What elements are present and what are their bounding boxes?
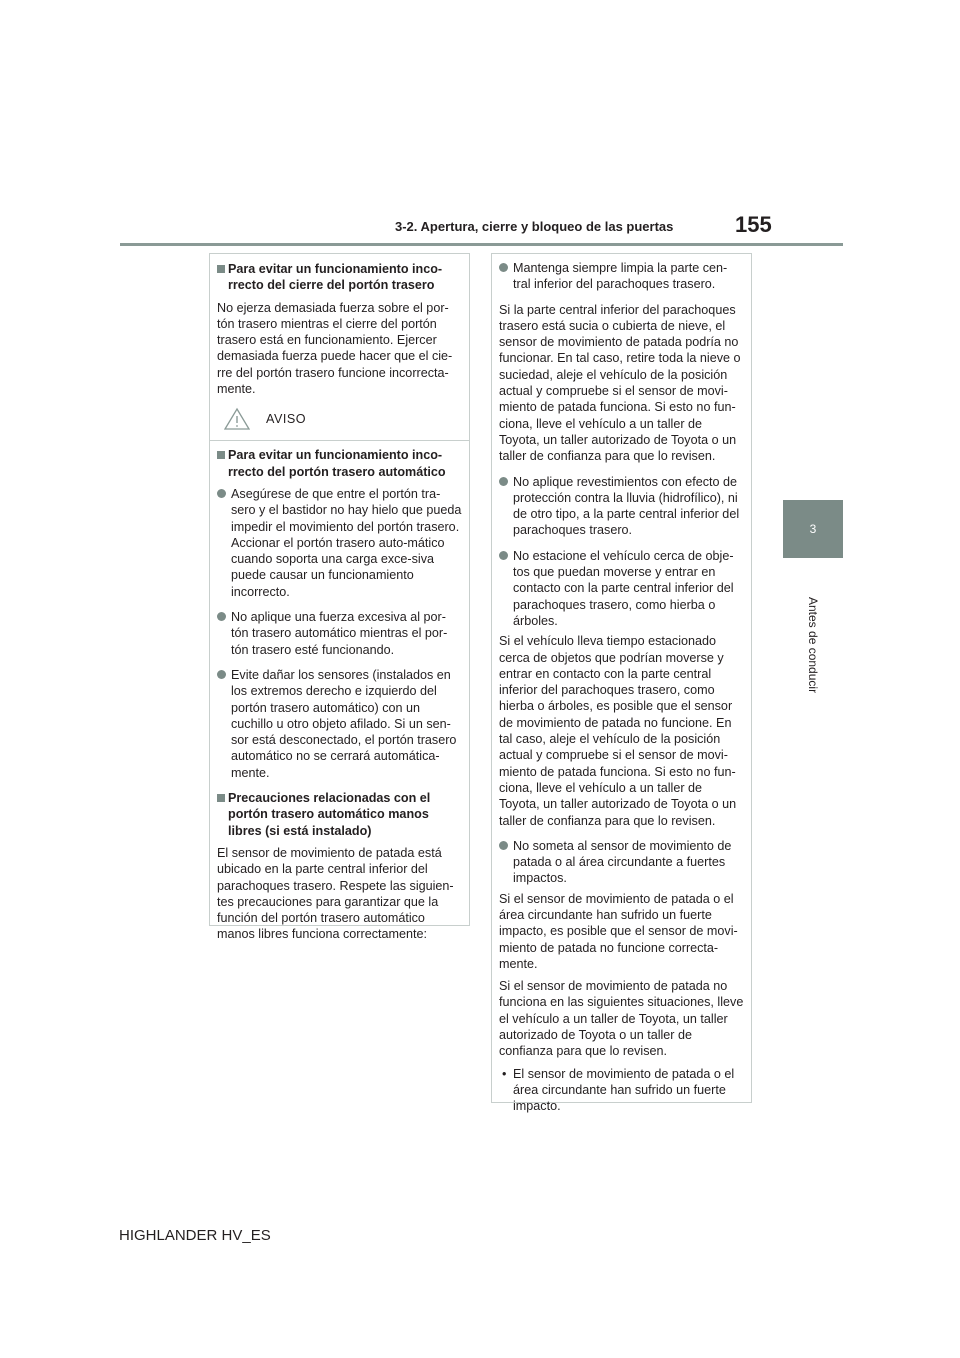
chapter-title: Antes de conducir — [806, 597, 820, 694]
heading-tailgate-closer: Para evitar un funcionamiento inco-rrecto del cierre del portón trasero — [217, 261, 462, 294]
paragraph-kick-sensor: El sensor de movimiento de patada está ubicado en la parte central inferior del parachoques trasero. Respete las siguien-tes precauciones para garantizar que la función del portón trasero automático manos libres funciona correctamente: — [217, 845, 454, 942]
heading-power-tailgate: Para evitar un funcionamiento inco-rrecto del portón trasero automático — [217, 447, 462, 480]
list-item: • El sensor de movimiento de patada o el área circundante han sufrido un fuerte impacto. — [499, 1066, 744, 1115]
list-item: No estacione el vehículo cerca de obje-tos que puedan moverse y entrar en contacto con la parte central inferior del parachoques trasero, como hierba o árboles. — [499, 548, 744, 629]
right-notice-box — [491, 253, 752, 1114]
paragraph: Si el vehículo lleva tiempo estacionado cerca de objetos que podrían moverse y entrar en contacto con la parte central inferior del parachoques trasero, como hierba o árboles, es posible que el sensor de movimiento de patada no funcione. En tal caso, aleje el vehículo de la posición actual y compruebe si el sensor de movi-miento de patada funciona. Si esto no fun-ciona, lleve el vehículo a un taller de Toyota, un taller autorizado de Toyota o un taller de confianza para que lo revisen. — [499, 634, 737, 828]
paragraph-tailgate-closer: No ejerza demasiada fuerza sobre el por-tón trasero mientras el cierre del portón trasero está en funcionamiento. Ejercer demasiada fuerza puede hacer que el cie-rre del portón trasero funcione incorrecta-mente. — [217, 300, 453, 397]
list-item: Asegúrese de que entre el portón tra-sero y el bastidor no hay hielo que pueda impedir el movimiento del portón trasero. Accionar el portón trasero auto-mático cuando soporta una carga exce-siva puede causar un funcionamiento incorrecto. — [217, 486, 462, 600]
footer-model: HIGHLANDER HV_ES — [119, 1227, 271, 1244]
warning-header — [210, 404, 469, 441]
section-title: 3-2. Apertura, cierre y bloqueo de las puertas — [395, 219, 674, 234]
paragraph: Si el sensor de movimiento de patada o el área circundante han sufrido un fuerte impacto, es posible que el sensor de movi-miento de patada no funcione correcta-mente. — [499, 891, 738, 971]
page-number: 155 — [735, 212, 772, 237]
list-item: Mantenga siempre limpia la parte cen-tral inferior del parachoques trasero. — [499, 260, 744, 293]
paragraph: Si la parte central inferior del parachoques trasero está sucia o cubierta de nieve, el sensor de movimiento de patada podría no funcionar. En tal caso, retire toda la nieve o suciedad, aleje el vehículo de la posición actual y compruebe si el sensor de movi-miento de patada funciona. Si esto no fun-ciona, lleve el vehículo a un taller de Toyota, un taller autorizado de Toyota o un taller de confianza para que lo revisen. — [499, 302, 741, 464]
list-item: Evite dañar los sensores (instalados en los extremos derecho e izquierdo del portón trasero automático) con un cuchillo u otro objeto afilado. Si un sen-sor está desconectado, el portón trasero automático no se cerrará automática-mente. — [217, 667, 462, 781]
warning-label: AVISO — [266, 412, 307, 427]
list-item: No aplique una fuerza excesiva al por-tón trasero automático mientras el por-tón trasero esté funcionando. — [217, 609, 462, 658]
heading-hands-free-precautions: Precauciones relacionadas con el portón trasero automático manos libres (si está instalado) — [217, 790, 462, 839]
paragraph: Si el sensor de movimiento de patada no funciona en las siguientes situaciones, lleve el vehículo a un taller de Toyota, un taller autorizado de Toyota o un taller de confianza para que lo revisen. — [499, 979, 744, 1059]
warning-triangle-icon — [224, 407, 250, 431]
list-item: No someta al sensor de movimiento de patada o al área circundante a fuertes impactos. — [499, 838, 744, 887]
chapter-tab[interactable] — [783, 500, 843, 558]
list-item: No aplique revestimientos con efecto de protección contra la lluvia (hidrofílico), ni de otro tipo, a la parte central inferior del parachoques trasero. — [499, 474, 744, 539]
chapter-number: 3 — [809, 522, 817, 536]
left-notice-box — [209, 253, 470, 942]
header-divider — [120, 243, 843, 246]
